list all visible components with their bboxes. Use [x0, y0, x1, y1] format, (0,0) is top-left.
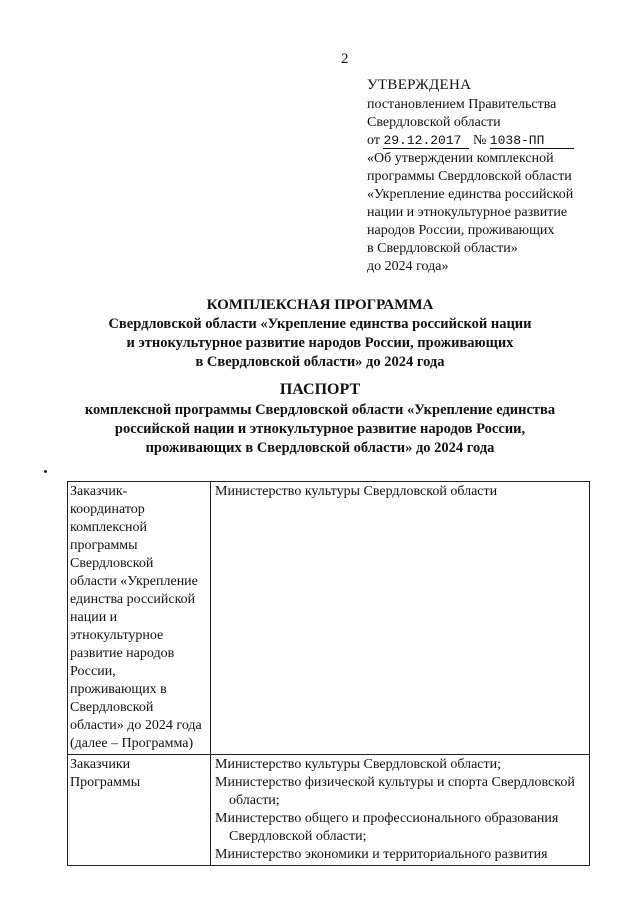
- label-line: программы: [70, 538, 138, 553]
- page-number: 2: [341, 51, 349, 67]
- label-line: (далее – Программа): [70, 736, 194, 751]
- label-line: области» до 2024 года: [70, 718, 202, 733]
- program-subheading-line: Свердловской области «Укрепление единства российской нации: [108, 316, 532, 332]
- passport-subheading: [0, 401, 640, 458]
- approval-title-line: до 2024 года»: [367, 259, 449, 274]
- passport-subheading-line: комплексной программы Свердловской области «Укрепление единства: [84, 402, 556, 418]
- label-line: единства российской: [70, 592, 196, 607]
- table-row: [68, 755, 590, 866]
- approval-title-line: народов России, проживающих: [367, 223, 555, 238]
- label-line: проживающих в: [70, 682, 167, 697]
- table-row: [68, 482, 590, 755]
- label-line: России,: [70, 664, 116, 679]
- row-label-customer-coordinator: [68, 482, 211, 755]
- approval-block: [367, 76, 574, 276]
- value-item: Министерство физической культуры и спорта Свердловской области;: [215, 775, 575, 808]
- label-line: нации и: [70, 610, 118, 625]
- approval-title-line: в Свердловской области»: [367, 241, 518, 256]
- approval-date: 29.12.2017: [383, 134, 469, 149]
- approval-title-line: «Об утверждении комплексной: [367, 151, 554, 166]
- label-line: этнокультурное: [70, 628, 164, 643]
- passport-heading: ПАСПОРТ: [279, 381, 361, 398]
- approval-title: УТВЕРЖДЕНА: [367, 77, 472, 93]
- approval-title-line: «Укрепление единства российской: [367, 187, 574, 202]
- row-value-customer-coordinator: [211, 482, 590, 755]
- number-label: №: [472, 133, 487, 148]
- approval-title-lines: [367, 150, 574, 276]
- passport-subheading-line: российской нации и этнокультурное развитие народов России,: [114, 421, 526, 437]
- approval-number: 1038-ПП: [490, 134, 574, 149]
- approval-line-2: Свердловской области: [367, 115, 501, 130]
- label-line: Программы: [70, 775, 141, 790]
- scan-dot: [44, 470, 47, 473]
- label-line: Заказчик-: [70, 484, 128, 499]
- label-line: комплексной: [70, 520, 148, 535]
- passport-subheading-line: проживающих в Свердловской области» до 2024 года: [145, 440, 495, 456]
- value-item: Министерство экономики и территориального развития: [215, 847, 548, 862]
- program-subheading-line: в Свердловской области» до 2024 года: [195, 354, 445, 370]
- row-label-customers: [68, 755, 211, 866]
- program-subheading: [0, 315, 640, 372]
- program-subheading-line: и этнокультурное развитие народов России, проживающих: [126, 335, 514, 351]
- value-item: Министерство общего и профессионального образования Свердловской области;: [215, 811, 559, 844]
- label-line: области «Укрепление: [70, 574, 198, 589]
- program-heading: КОМПЛЕКСНАЯ ПРОГРАММА: [206, 297, 434, 313]
- label-line: развитие народов: [70, 646, 175, 661]
- from-label: от: [367, 133, 380, 148]
- label-line: Свердловской: [70, 700, 154, 715]
- value-item: Министерство культуры Свердловской области: [215, 484, 498, 499]
- label-line: координатор: [70, 502, 145, 517]
- value-item: Министерство культуры Свердловской области;: [215, 757, 502, 772]
- approval-line-1: постановлением Правительства: [367, 97, 557, 112]
- label-line: Свердловской: [70, 556, 154, 571]
- passport-table: [67, 481, 590, 866]
- approval-title-line: программы Свердловской области: [367, 169, 572, 184]
- approval-date-line: [367, 132, 574, 150]
- label-line: Заказчики: [70, 757, 131, 772]
- approval-title-line: нации и этнокультурное развитие: [367, 205, 568, 220]
- row-value-customers: [211, 755, 590, 866]
